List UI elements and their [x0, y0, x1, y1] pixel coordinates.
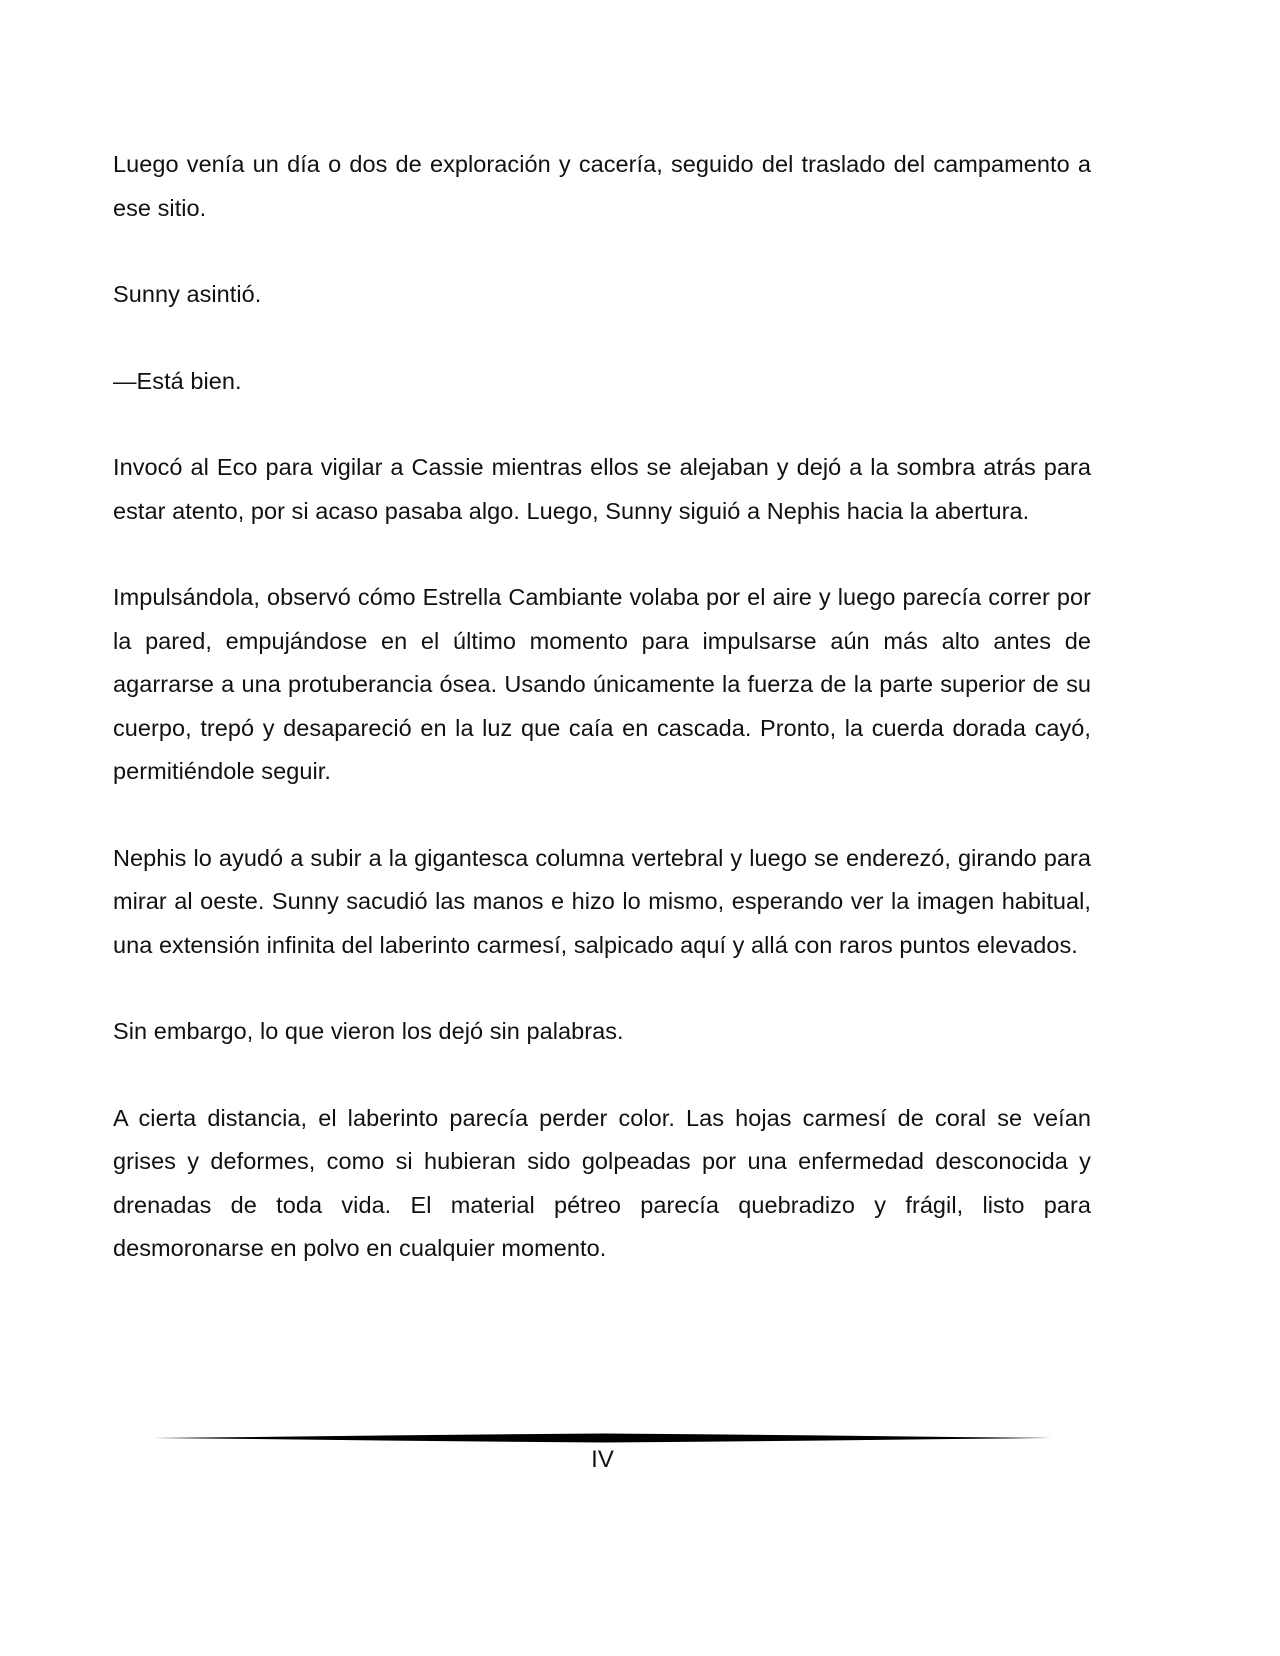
- paragraph-5: Impulsándola, observó cómo Estrella Cambiante volaba por el aire y luego parecía correr por la pared, empujándose en el último momento para impulsarse aún más alto antes de agarrarse a una protuberancia ósea. Usando únicamente la fuerza de la parte superior de su cuerpo, trepó y desapareció en la luz que caía en cascada. Pronto, la cuerda dorada cayó, permitiéndole seguir.: [113, 584, 1091, 784]
- paragraph-2: Sunny asintió.: [113, 281, 262, 307]
- paragraph-1: Luego venía un día o dos de exploración y cacería, seguido del traslado del campamento a ese sitio.: [113, 151, 1091, 221]
- page-number: IV: [591, 1446, 614, 1473]
- paragraph-8: A cierta distancia, el laberinto parecía perder color. Las hojas carmesí de coral se veían grises y deformes, como si hubieran sido golpeadas por una enfermedad desconocida y drenadas de toda vida. El material pétreo parecía quebradizo y frágil, listo para desmoronarse en polvo en cualquier momento.: [113, 1104, 1091, 1261]
- page-body: [113, 143, 1091, 1314]
- footer-divider: [152, 1432, 1052, 1444]
- footer-divider-swash: [152, 1434, 1052, 1443]
- paragraph-3: —Está bien.: [113, 367, 242, 394]
- paragraph-4: Invocó al Eco para vigilar a Cassie mientras ellos se alejaban y dejó a la sombra atrás para estar atento, por si acaso pasaba algo. Luego, Sunny siguió a Nephis hacia la abertura.: [113, 454, 1091, 524]
- paragraph-7: Sin embargo, lo que vieron los dejó sin palabras.: [113, 1018, 624, 1044]
- paragraph-6: Nephis lo ayudó a subir a la gigantesca columna vertebral y luego se enderezó, girando para mirar al oeste. Sunny sacudió las manos e hizo lo mismo, esperando ver la imagen habitual, una extensión infinita del laberinto carmesí, salpicado aquí y allá con raros puntos elevados.: [113, 844, 1091, 958]
